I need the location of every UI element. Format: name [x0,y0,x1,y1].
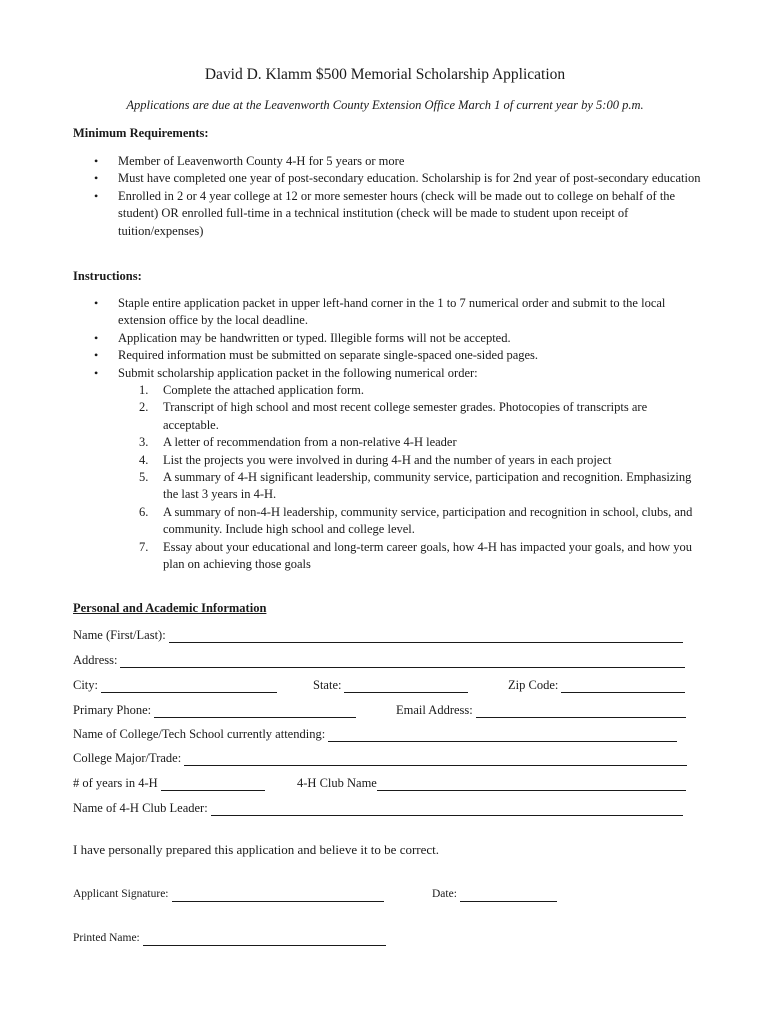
major-field[interactable] [73,750,687,766]
college-line[interactable] [328,729,677,742]
email-field[interactable] [396,702,686,718]
club-leader-field[interactable] [73,800,683,816]
printed-name-field[interactable] [73,930,386,946]
signature-field[interactable] [73,886,384,902]
instructions-list [73,295,703,574]
requirements-list [73,153,703,240]
page-title: David D. Klamm $500 Memorial Scholarship Application [204,66,566,83]
address-field[interactable] [73,652,685,668]
state-field[interactable] [313,677,468,693]
name-field[interactable] [73,627,683,643]
instruction-item-text: Submit scholarship application packet in the following numerical order: [118,365,478,380]
printed-name-line[interactable] [143,933,386,946]
phone-field[interactable] [73,702,356,718]
packet-step: 1. Complete the attached application form. [139,383,364,398]
club-line[interactable] [377,778,686,791]
name-label: Name (First/Last): [73,628,166,642]
phone-line[interactable] [154,705,356,718]
packet-step: 2. Transcript of high school and most recent college semester grades. Photocopies of transcripts are acceptable. [139,400,648,432]
years-label: # of years in 4-H [73,776,158,790]
signature-label: Applicant Signature: [73,888,169,900]
leader-label: Name of 4-H Club Leader: [73,801,208,815]
packet-step: 5. A summary of 4-H significant leadership, community service, participation and recognition. Emphasizing the last 3 years in 4-H. [139,470,692,502]
name-line[interactable] [169,630,683,643]
major-label: College Major/Trade: [73,751,182,765]
major-line[interactable] [184,753,687,766]
instruction-item: • Application may be handwritten or typed. Illegible forms will not be accepted. [73,330,703,347]
address-line[interactable] [120,655,685,668]
requirement-item: • Enrolled in 2 or 4 year college at 12 or more semester hours (check will be made out to college on behalf of the student) OR enrolled full-time in a technical institution (check will be made to student upon receipt of tuition/expenses) [73,188,703,240]
certification-statement: I have personally prepared this application and believe it to be correct. [73,842,440,857]
leader-line[interactable] [211,803,683,816]
date-field[interactable] [432,886,557,902]
state-line[interactable] [344,680,468,693]
instruction-item [73,365,703,574]
due-date-note: Applications are due at the Leavenworth County Extension Office March 1 of current year by 5:00 p.m. [126,98,644,112]
requirement-item: • Must have completed one year of post-secondary education. Scholarship is for 2nd year of post-secondary education [73,170,703,187]
college-field[interactable] [73,726,677,742]
personal-info-heading: Personal and Academic Information [73,601,267,615]
printed-name-label: Printed Name: [73,932,140,944]
club-name-field[interactable] [297,775,686,791]
city-line[interactable] [101,680,277,693]
zip-line[interactable] [561,680,685,693]
years-line[interactable] [161,778,265,791]
email-label: Email Address: [396,703,473,717]
email-line[interactable] [476,705,686,718]
instructions-heading: Instructions: [73,269,142,283]
city-label: City: [73,678,99,692]
city-field[interactable] [73,677,277,693]
instruction-item: • Staple entire application packet in upper left-hand corner in the 1 to 7 numerical order and submit to the local extension office by the local deadline. [73,295,703,330]
club-label: 4-H Club Name [297,776,377,790]
packet-order-list [118,382,703,573]
packet-step: 6. A summary of non-4-H leadership, community service, participation and recognition in school, clubs, and community. Include high school and college level. [139,504,693,537]
zip-field[interactable] [508,677,685,693]
phone-label: Primary Phone: [73,703,152,717]
instruction-item: • Required information must be submitted on separate single-spaced one-sided pages. [73,347,703,364]
address-label: Address: [73,653,118,667]
college-label: Name of College/Tech School currently attending: [73,727,326,741]
state-label: State: [313,678,342,692]
packet-step: 4. List the projects you were involved in during 4-H and the number of years in each project [139,452,612,467]
packet-step: 3. A letter of recommendation from a non-relative 4-H leader [139,435,457,450]
date-line[interactable] [460,889,557,902]
requirements-heading: Minimum Requirements: [73,126,209,140]
years-in-4h-field[interactable] [73,775,265,791]
signature-line[interactable] [172,889,384,902]
packet-step: 7. Essay about your educational and long-term career goals, how 4-H has impacted your goals, and how you plan on achieving those goals [139,539,693,572]
date-label: Date: [432,888,457,900]
zip-label: Zip Code: [508,678,559,692]
requirement-item: • Member of Leavenworth County 4-H for 5 years or more [73,153,703,170]
